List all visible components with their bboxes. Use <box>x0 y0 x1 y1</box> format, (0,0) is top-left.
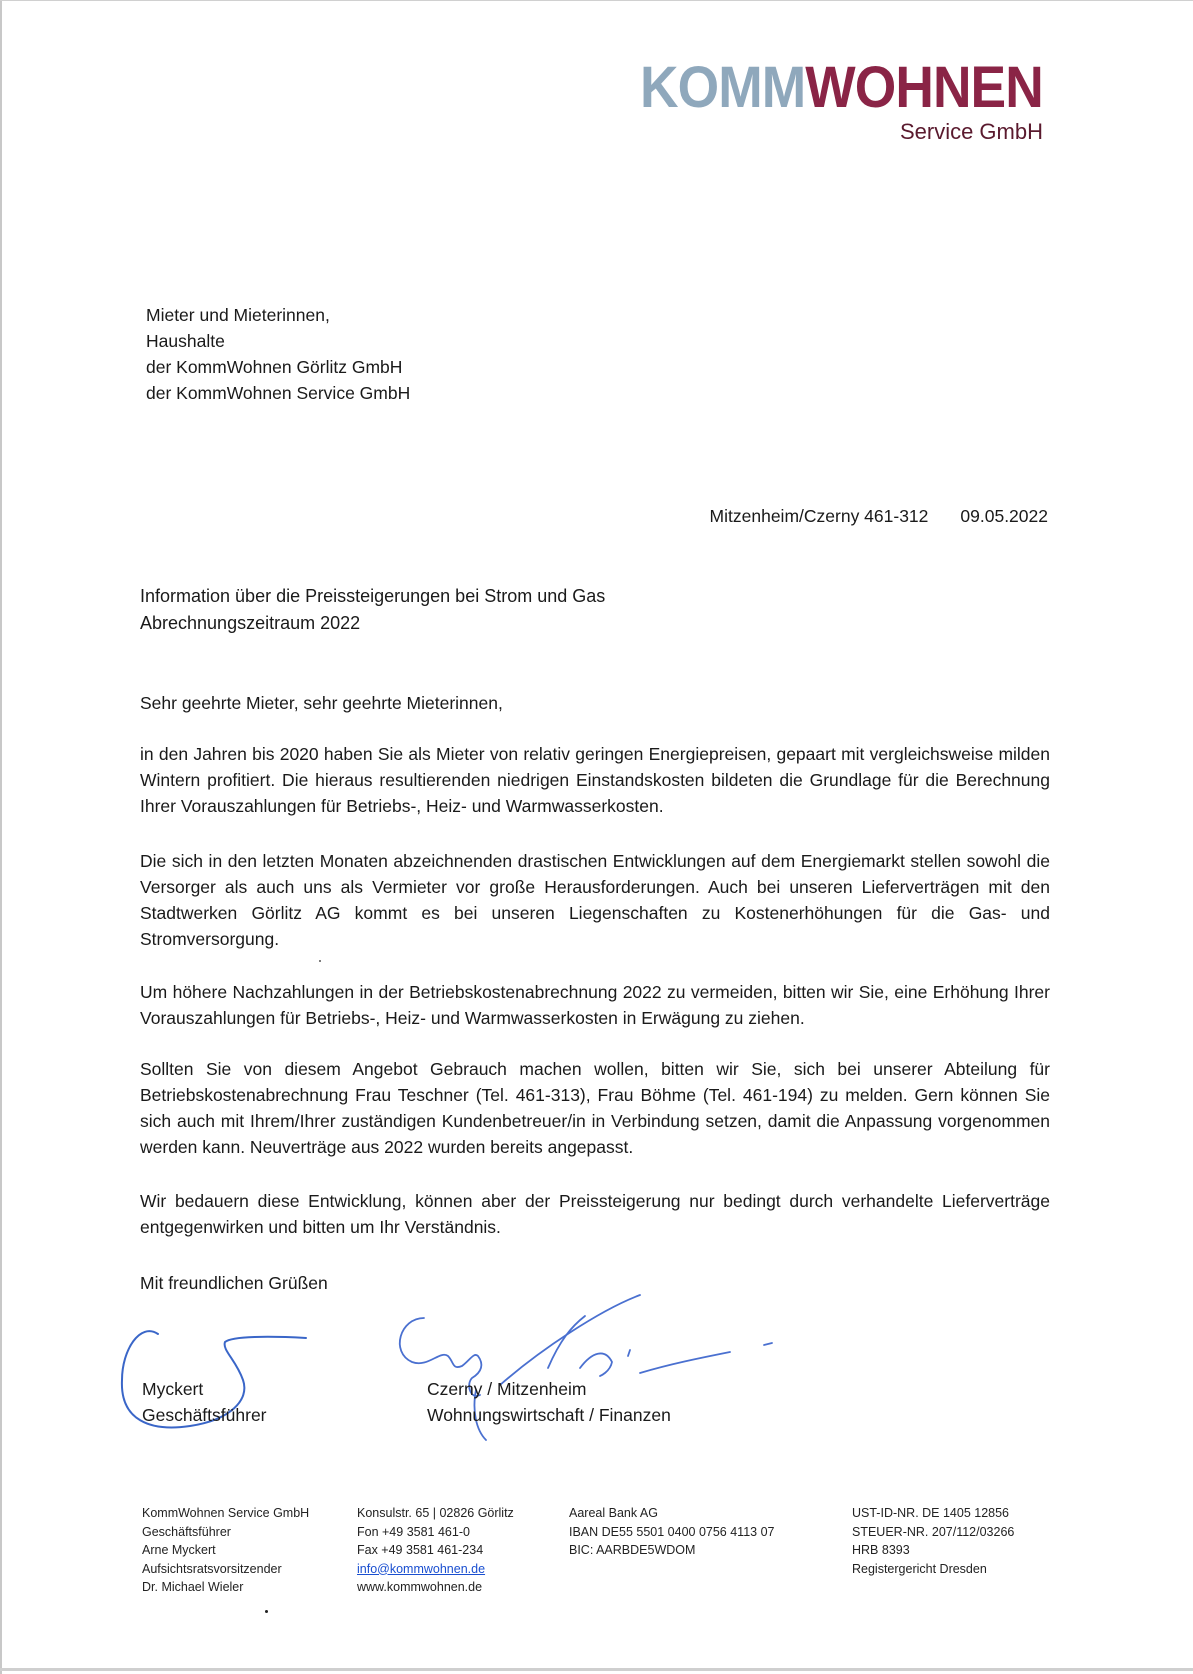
footer-line: Arne Myckert <box>142 1543 216 1557</box>
closing-phrase: Mit freundlichen Grüßen <box>140 1273 328 1293</box>
recipient-address <box>146 302 410 406</box>
recipient-line: Haushalte <box>146 331 225 351</box>
subject-line-1: Information über die Preissteigerungen bei Strom und Gas <box>140 586 606 606</box>
recipient-line: der KommWohnen Görlitz GmbH <box>146 357 403 377</box>
scan-speck <box>319 960 321 962</box>
footer-line: KommWohnen Service GmbH <box>142 1506 310 1520</box>
page-edge-left <box>0 0 2 1674</box>
letter-subject <box>140 583 605 637</box>
logo-subtitle: Service GmbH <box>899 119 1043 144</box>
page-edge-top <box>0 0 1193 1</box>
page-edge-bottom <box>0 1668 1193 1671</box>
letter-date: 09.05.2022 <box>960 506 1048 526</box>
footer-line: Dr. Michael Wieler <box>142 1580 244 1594</box>
reference-line <box>710 506 1048 527</box>
company-logo <box>605 55 1043 144</box>
recipient-line: der KommWohnen Service GmbH <box>146 383 411 403</box>
footer-line: Registergericht Dresden <box>852 1561 987 1576</box>
body-paragraph: in den Jahren bis 2020 haben Sie als Mieter von relativ geringen Energiepreisen, gepaart mit vergleichsweise milden Wintern profitiert. Die hieraus resultierenden niedrigen Einstandskosten bildeten die Grundlage für die Berechnung Ihrer Vorauszahlungen für Betriebs-, Heiz- und Warmwasserkosten. <box>140 744 1050 816</box>
footer-email-link[interactable]: info@kommwohnen.de <box>357 1561 486 1576</box>
subject-line-2: Abrechnungszeitraum 2022 <box>140 613 361 633</box>
footer-fax: Fax +49 3581 461-234 <box>357 1543 484 1557</box>
footer-phone: Fon +49 3581 461-0 <box>357 1524 470 1539</box>
footer-line: HRB 8393 <box>852 1543 910 1557</box>
footer-line: Aareal Bank AG <box>569 1506 658 1520</box>
body-paragraph: Sollten Sie von diesem Angebot Gebrauch machen wollen, bitten wir Sie, sich bei unserer Abteilung für Betriebskostenabrechnung Frau Teschner (Tel. 461-313), Frau Böhme (Tel. 461-194) zu melden. Gern können Sie sich auch mit Ihrem/Ihrer zuständigen Kundenbetreuer/in in Verbindung setzen, damit die Anpassung vorgenommen werden kann. Neuverträge aus 2022 wurden bereits angepasst. <box>140 1059 1050 1157</box>
signatory-right <box>427 1376 671 1428</box>
scan-speck <box>265 1610 268 1613</box>
footer-contact <box>357 1504 514 1597</box>
footer-line: IBAN DE55 5501 0400 0756 4113 07 <box>569 1524 775 1539</box>
footer-line: Geschäftsführer <box>142 1524 231 1539</box>
signatory-name: Czerny / Mitzenheim <box>427 1379 587 1399</box>
footer-registry <box>852 1504 1014 1578</box>
footer-address: Konsulstr. 65 | 02826 Görlitz <box>357 1506 514 1520</box>
footer-bank <box>569 1504 775 1560</box>
footer-line: STEUER-NR. 207/112/03266 <box>852 1524 1015 1539</box>
signatory-left <box>142 1376 267 1428</box>
salutation: Sehr geehrte Mieter, sehr geehrte Mieterinnen, <box>140 693 503 713</box>
logo-wordmark <box>640 55 1043 120</box>
footer-website: www.kommwohnen.de <box>357 1580 483 1594</box>
signatory-title: Geschäftsführer <box>142 1405 267 1425</box>
recipient-line: Mieter und Mieterinnen, <box>146 305 330 325</box>
body-paragraph: Die sich in den letzten Monaten abzeichnenden drastischen Entwicklungen auf dem Energiemarkt stellen sowohl die Versorger als auch uns als Vermieter vor große Herausforderungen. Auch bei unseren Lieferverträgen mit den Stadtwerken Görlitz AG kommt es bei unseren Liegenschaften zu Kostenerhöhungen für die Gas- und Stromversorgung. <box>140 851 1050 949</box>
footer-company <box>142 1504 309 1597</box>
footer-line: UST-ID-NR. DE 1405 12856 <box>852 1506 1010 1520</box>
logo-komm: KOMM <box>640 55 806 120</box>
sender-reference: Mitzenheim/Czerny 461-312 <box>709 506 929 526</box>
signatory-name: Myckert <box>142 1379 204 1399</box>
logo-wohnen: WOHNEN <box>805 55 1043 120</box>
footer-line: BIC: AARBDE5WDOM <box>569 1543 696 1557</box>
body-paragraph: Wir bedauern diese Entwicklung, können aber der Preissteigerung nur bedingt durch verhandelte Lieferverträge entgegenwirken und bitten um Ihr Verständnis. <box>140 1191 1050 1237</box>
footer-line: Aufsichtsratsvorsitzender <box>142 1561 282 1576</box>
signatory-title: Wohnungswirtschaft / Finanzen <box>427 1405 671 1425</box>
body-paragraph: Um höhere Nachzahlungen in der Betriebskostenabrechnung 2022 zu vermeiden, bitten wir Sie, eine Erhöhung Ihrer Vorauszahlungen für Betriebs-, Heiz- und Warmwasserkosten in Erwägung zu ziehen. <box>140 982 1050 1028</box>
